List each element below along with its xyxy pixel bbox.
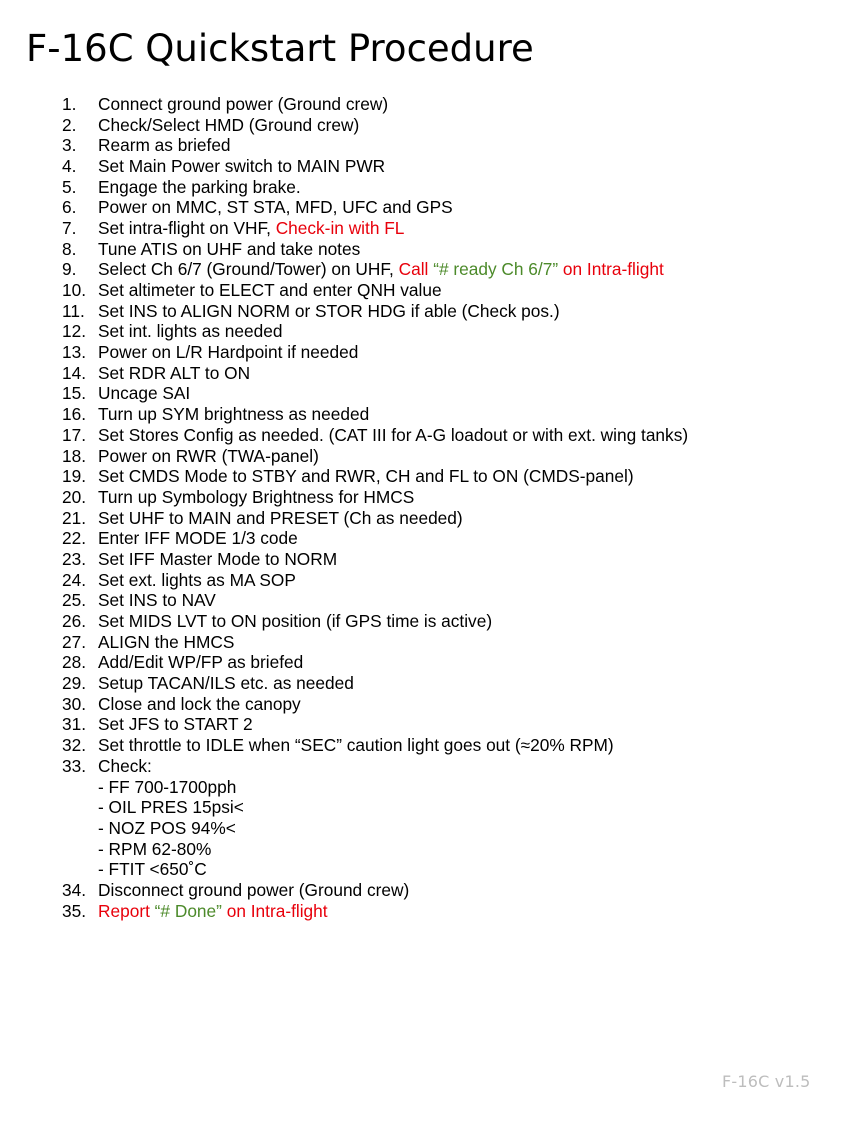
step-text-radio-call: “# Done” xyxy=(154,900,222,921)
step-number: 11. xyxy=(62,300,85,321)
step-text xyxy=(98,218,404,239)
step-text-callout: Call xyxy=(398,259,434,280)
step-number: 15. xyxy=(62,383,87,404)
step-text-callout-end: on Intra-flight xyxy=(221,900,328,921)
step-text-plain: Select Ch 6/7 (Ground/Tower) on UHF, xyxy=(98,259,399,280)
list-item xyxy=(62,466,832,487)
list-item xyxy=(62,735,832,756)
step-number: 6. xyxy=(62,197,77,218)
list-item xyxy=(62,280,832,301)
step-number: 9. xyxy=(62,259,77,280)
step-text: Set IFF Master Mode to NORM xyxy=(98,548,338,569)
list-item xyxy=(62,673,832,694)
step-text xyxy=(98,901,328,922)
step-number: 26. xyxy=(62,611,87,632)
step-number: 1. xyxy=(62,93,77,114)
list-item xyxy=(62,715,832,736)
step-number: 34. xyxy=(62,879,87,900)
step-text: Setup TACAN/ILS etc. as needed xyxy=(98,673,354,694)
list-item xyxy=(62,115,832,136)
step-number: 29. xyxy=(62,673,87,694)
step-text-callout: Check-in with FL xyxy=(275,217,405,238)
step-number: 13. xyxy=(62,342,87,363)
check-item: - RPM 62-80% xyxy=(98,838,212,859)
step-text: Set INS to ALIGN NORM or STOR HDG if able (Check pos.) xyxy=(98,300,560,321)
step-number: 33. xyxy=(62,755,87,776)
step-text: Check/Select HMD (Ground crew) xyxy=(98,114,360,135)
list-item xyxy=(62,508,832,529)
step-number: 21. xyxy=(62,507,87,528)
step-number: 23. xyxy=(62,548,87,569)
step-text: Set MIDS LVT to ON position (if GPS time is active) xyxy=(98,611,493,632)
step-number: 17. xyxy=(62,424,87,445)
check-item: - FF 700-1700pph xyxy=(98,776,237,797)
step-text: Enter IFF MODE 1/3 code xyxy=(98,528,298,549)
step-text: Power on MMC, ST STA, MFD, UFC and GPS xyxy=(98,197,453,218)
list-item xyxy=(62,570,832,591)
step-text: Rearm as briefed xyxy=(98,135,231,156)
step-number: 3. xyxy=(62,135,77,156)
step-text: Set RDR ALT to ON xyxy=(98,362,251,383)
list-item xyxy=(62,177,832,198)
step-number: 30. xyxy=(62,693,87,714)
step-number: 5. xyxy=(62,176,77,197)
step-number: 18. xyxy=(62,445,87,466)
step-number: 27. xyxy=(62,631,87,652)
step-text: Turn up Symbology Brightness for HMCS xyxy=(98,486,415,507)
step-text: Close and lock the canopy xyxy=(98,693,301,714)
list-item xyxy=(62,301,832,322)
step-number: 32. xyxy=(62,735,87,756)
list-item xyxy=(62,135,832,156)
step-text: Set Stores Config as needed. (CAT III for A-G loadout or with ext. wing tanks) xyxy=(98,424,689,445)
list-item xyxy=(62,197,832,218)
step-text: Set UHF to MAIN and PRESET (Ch as needed) xyxy=(98,507,463,528)
list-item xyxy=(62,632,832,653)
list-item xyxy=(62,880,832,901)
list-item xyxy=(62,404,832,425)
step-text: Set CMDS Mode to STBY and RWR, CH and FL to ON (CMDS-panel) xyxy=(98,466,634,487)
step-number: 24. xyxy=(62,569,87,590)
check-item: - FTIT <650˚C xyxy=(98,859,207,880)
step-text: Turn up SYM brightness as needed xyxy=(98,404,370,425)
step-number: 19. xyxy=(62,466,87,487)
check-item: - OIL PRES 15psi< xyxy=(98,797,244,818)
step-text: Set int. lights as needed xyxy=(98,321,283,342)
list-item xyxy=(62,218,832,239)
step-text: Power on RWR (TWA-panel) xyxy=(98,445,319,466)
step-number: 4. xyxy=(62,155,77,176)
procedure-list xyxy=(62,94,832,922)
list-item xyxy=(62,528,832,549)
step-text: Set INS to NAV xyxy=(98,590,216,611)
step-text: Set altimeter to ELECT and enter QNH value xyxy=(98,280,442,301)
step-text: Set JFS to START 2 xyxy=(98,714,253,735)
step-text: Check: xyxy=(98,755,152,776)
step-text: Add/Edit WP/FP as briefed xyxy=(98,652,304,673)
step-text: Set ext. lights as MA SOP xyxy=(98,569,296,590)
list-item xyxy=(62,611,832,632)
step-text-plain: Set intra-flight on VHF, xyxy=(98,217,276,238)
list-item xyxy=(62,94,832,115)
step-number: 25. xyxy=(62,590,87,611)
list-item xyxy=(62,901,832,922)
list-item xyxy=(62,384,832,405)
step-number: 10. xyxy=(62,280,87,301)
list-item xyxy=(62,322,832,343)
step-text: Uncage SAI xyxy=(98,383,191,404)
step-number: 35. xyxy=(62,900,87,921)
step-number: 20. xyxy=(62,486,87,507)
step-text: Set throttle to IDLE when “SEC” caution light goes out (≈20% RPM) xyxy=(98,735,614,756)
step-text: Disconnect ground power (Ground crew) xyxy=(98,879,410,900)
list-item xyxy=(62,342,832,363)
list-item xyxy=(62,260,832,281)
step-number: 8. xyxy=(62,238,77,259)
step-text-callout-end: on Intra-flight xyxy=(558,259,664,280)
list-item xyxy=(62,363,832,384)
step-text: Tune ATIS on UHF and take notes xyxy=(98,238,361,259)
step-text: Power on L/R Hardpoint if needed xyxy=(98,342,359,363)
list-item xyxy=(62,591,832,612)
list-item xyxy=(62,239,832,260)
step-number: 7. xyxy=(62,217,77,238)
list-item xyxy=(62,425,832,446)
list-item xyxy=(62,756,832,777)
list-item xyxy=(62,487,832,508)
step-text-callout: Report xyxy=(98,900,155,921)
step-text: ALIGN the HMCS xyxy=(98,631,235,652)
step-number: 2. xyxy=(62,114,77,135)
check-item: - NOZ POS 94%< xyxy=(98,817,236,838)
list-item xyxy=(62,446,832,467)
step-text: Engage the parking brake. xyxy=(98,176,301,197)
step-text xyxy=(98,259,664,280)
step-number: 14. xyxy=(62,362,87,383)
step-number: 28. xyxy=(62,652,87,673)
step-text-radio-call: “# ready Ch 6/7” xyxy=(433,259,559,280)
step-number: 16. xyxy=(62,404,87,425)
list-item xyxy=(62,694,832,715)
step-text: Connect ground power (Ground crew) xyxy=(98,93,389,114)
page-title: F-16C Quickstart Procedure xyxy=(26,27,534,70)
step-number: 12. xyxy=(62,321,87,342)
step-number: 22. xyxy=(62,528,87,549)
version-footer: F-16C v1.5 xyxy=(722,1072,811,1091)
list-item xyxy=(62,549,832,570)
step-number: 31. xyxy=(62,714,87,735)
list-item xyxy=(62,653,832,674)
step-text: Set Main Power switch to MAIN PWR xyxy=(98,155,386,176)
list-item xyxy=(62,156,832,177)
